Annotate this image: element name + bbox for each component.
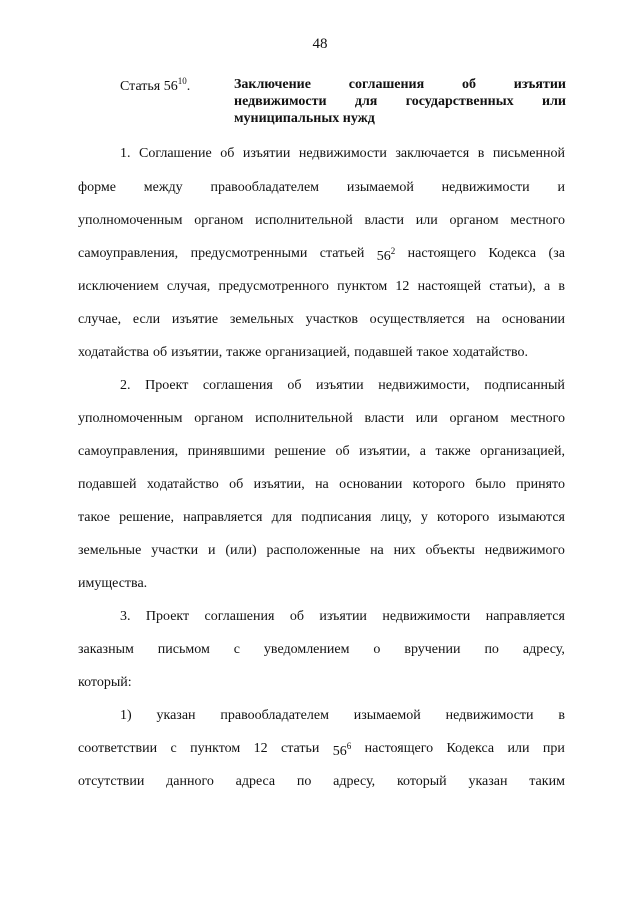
word: Соглашение bbox=[138, 146, 212, 161]
word: соответствии bbox=[78, 741, 158, 756]
word: адресу, bbox=[522, 642, 565, 657]
word: пунктом bbox=[337, 279, 388, 294]
word: с bbox=[170, 741, 177, 756]
word: местного bbox=[510, 411, 565, 426]
text-line bbox=[78, 411, 565, 427]
text-line bbox=[78, 213, 565, 229]
word: соглашения bbox=[202, 378, 273, 393]
word: ходатайство. bbox=[452, 345, 529, 360]
word: заказным bbox=[78, 642, 134, 657]
word: такое bbox=[78, 510, 110, 525]
word: исполнительной bbox=[255, 411, 353, 426]
word: направляется bbox=[485, 609, 565, 624]
word: изъятии, bbox=[253, 477, 305, 492]
word: предусмотренными bbox=[190, 246, 308, 261]
superscript: 2 bbox=[390, 246, 396, 256]
word: исполнительной bbox=[255, 213, 353, 228]
word: или bbox=[415, 213, 438, 228]
word: об bbox=[289, 609, 304, 624]
text-line bbox=[78, 477, 565, 493]
word: подписанный bbox=[484, 378, 565, 393]
word: вручении bbox=[404, 642, 461, 657]
word: недвижимости bbox=[445, 708, 534, 723]
word: недвижимости bbox=[441, 180, 530, 195]
word: ходатайства bbox=[78, 345, 150, 360]
word: 1) bbox=[120, 708, 132, 723]
word: Кодекса bbox=[446, 741, 495, 756]
word: который: bbox=[78, 675, 132, 690]
word: или bbox=[507, 741, 530, 756]
word: изъятие bbox=[171, 312, 219, 327]
word: осуществляется bbox=[369, 312, 465, 327]
word: лицу, bbox=[380, 510, 412, 525]
word: или bbox=[415, 411, 438, 426]
word: органом bbox=[194, 411, 244, 426]
word: об bbox=[287, 378, 302, 393]
word: которого bbox=[412, 477, 465, 492]
word: правообладателем bbox=[210, 180, 320, 195]
text-line bbox=[78, 576, 565, 592]
word: решение, bbox=[119, 510, 175, 525]
word: адресу, bbox=[333, 774, 376, 789]
word: об bbox=[335, 444, 350, 459]
word: данного bbox=[166, 774, 214, 789]
word: настоящего bbox=[407, 246, 477, 261]
page-number: 48 bbox=[312, 36, 328, 52]
text-line bbox=[78, 444, 565, 460]
text-line bbox=[120, 708, 565, 724]
text-line bbox=[78, 675, 565, 691]
word: 2. bbox=[120, 378, 131, 393]
article-label-suffix: . bbox=[186, 79, 191, 94]
word: самоуправления, bbox=[78, 444, 179, 459]
word: на bbox=[370, 543, 384, 558]
word: с bbox=[233, 642, 240, 657]
word: решение bbox=[274, 444, 326, 459]
word: форме bbox=[78, 180, 116, 195]
word: изъятии, bbox=[359, 444, 411, 459]
article-title bbox=[234, 76, 566, 127]
word: заключается bbox=[395, 146, 470, 161]
word: статьи bbox=[281, 741, 320, 756]
word: в bbox=[477, 146, 485, 161]
word: самоуправления, bbox=[78, 246, 179, 261]
word: соглашения bbox=[204, 609, 275, 624]
word: уполномоченным bbox=[78, 213, 183, 228]
word: расположенные bbox=[266, 543, 361, 558]
word: (за bbox=[548, 246, 565, 261]
article-label bbox=[120, 76, 190, 95]
word: адреса bbox=[235, 774, 276, 789]
word: изъятии bbox=[316, 378, 364, 393]
word: изымаемой bbox=[353, 708, 421, 723]
word: $56^2$ bbox=[376, 246, 396, 264]
word: об bbox=[220, 146, 235, 161]
word: организацией, bbox=[265, 345, 351, 360]
word: случае, bbox=[78, 312, 122, 327]
word: ходатайство bbox=[146, 477, 219, 492]
word: подавшей bbox=[354, 345, 413, 360]
word: основании bbox=[501, 312, 565, 327]
word: для bbox=[271, 510, 293, 525]
word: у bbox=[420, 510, 428, 525]
word: было bbox=[475, 477, 506, 492]
word: недвижимости, bbox=[378, 378, 470, 393]
word: направляется bbox=[183, 510, 263, 525]
word: $56^6$ bbox=[332, 741, 352, 759]
word: на bbox=[476, 312, 491, 327]
word: 3. bbox=[120, 609, 131, 624]
text-line bbox=[78, 543, 565, 559]
text-line bbox=[78, 642, 565, 658]
word: власти bbox=[364, 411, 404, 426]
article-label-superscript: 10 bbox=[177, 76, 187, 86]
word: об bbox=[153, 345, 168, 360]
word: органом bbox=[449, 213, 499, 228]
word: Кодекса bbox=[488, 246, 537, 261]
word: уведомлением bbox=[263, 642, 350, 657]
word: организацией, bbox=[480, 444, 565, 459]
article-title-line: Заключение соглашения об изъятии bbox=[234, 77, 566, 92]
word: также bbox=[226, 345, 262, 360]
text-line bbox=[78, 246, 565, 265]
text-line bbox=[120, 378, 565, 394]
word: если bbox=[132, 312, 161, 327]
text-line bbox=[120, 609, 565, 625]
word: Проект bbox=[145, 609, 190, 624]
word: в bbox=[558, 708, 565, 723]
word: подписания bbox=[301, 510, 372, 525]
word: об bbox=[229, 477, 244, 492]
word: указан bbox=[468, 774, 508, 789]
word: между bbox=[143, 180, 183, 195]
word: письменной bbox=[492, 146, 565, 161]
text-line bbox=[78, 345, 565, 361]
word: изъятии, bbox=[171, 345, 223, 360]
word: настоящей bbox=[417, 279, 482, 294]
word: принявшими bbox=[187, 444, 265, 459]
text-line bbox=[78, 774, 565, 790]
text-line bbox=[78, 510, 565, 526]
word: также bbox=[435, 444, 471, 459]
word: органом bbox=[449, 411, 499, 426]
word: изымаемой bbox=[346, 180, 414, 195]
word: указан bbox=[156, 708, 196, 723]
article-title-line: муниципальных нужд bbox=[234, 111, 375, 126]
word: изъятии bbox=[242, 146, 291, 161]
word: а bbox=[543, 279, 551, 294]
word: которого bbox=[436, 510, 490, 525]
word: принято bbox=[516, 477, 565, 492]
word: отсутствии bbox=[78, 774, 145, 789]
word: настоящего bbox=[364, 741, 434, 756]
word: и bbox=[557, 180, 565, 195]
text-line bbox=[78, 279, 565, 295]
word: о bbox=[373, 642, 381, 657]
word: 12 bbox=[395, 279, 410, 294]
text-line bbox=[78, 741, 565, 760]
word: недвижимого bbox=[484, 543, 565, 558]
word: участки bbox=[151, 543, 199, 558]
article-label-text: Статья 56 bbox=[120, 79, 178, 94]
word: имущества. bbox=[78, 576, 148, 591]
word: Проект bbox=[145, 378, 189, 393]
word: а bbox=[419, 444, 426, 459]
word: письмом bbox=[157, 642, 210, 657]
word: изымаются bbox=[498, 510, 565, 525]
word: в bbox=[558, 279, 565, 294]
word: 1. bbox=[120, 146, 131, 161]
word: местного bbox=[510, 213, 565, 228]
word: правообладателем bbox=[220, 708, 329, 723]
word: статьей bbox=[319, 246, 365, 261]
word: и bbox=[207, 543, 216, 558]
word: пунктом bbox=[190, 741, 241, 756]
text-line bbox=[78, 312, 565, 328]
word: (или) bbox=[225, 543, 257, 558]
word: основании bbox=[339, 477, 403, 492]
word: при bbox=[542, 741, 565, 756]
word: такое bbox=[416, 345, 449, 360]
word: объекты bbox=[425, 543, 475, 558]
word: земельные bbox=[78, 543, 142, 558]
word: по bbox=[296, 774, 312, 789]
text-line bbox=[120, 146, 565, 162]
word: который bbox=[396, 774, 447, 789]
word: власти bbox=[364, 213, 404, 228]
word: органом bbox=[194, 213, 244, 228]
word: земельных bbox=[229, 312, 294, 327]
word: случая, bbox=[166, 279, 211, 294]
article-title-line: недвижимости для государственных или bbox=[234, 94, 566, 109]
text-line bbox=[78, 180, 565, 196]
word: них bbox=[393, 543, 416, 558]
word: таким bbox=[529, 774, 565, 789]
word: недвижимости bbox=[298, 146, 387, 161]
word: предусмотренного bbox=[218, 279, 329, 294]
superscript: 6 bbox=[346, 741, 352, 751]
word: на bbox=[315, 477, 329, 492]
word: изъятии bbox=[319, 609, 367, 624]
word: статьи), bbox=[489, 279, 536, 294]
word: подавшей bbox=[78, 477, 137, 492]
word: исключением bbox=[78, 279, 159, 294]
word: недвижимости bbox=[382, 609, 471, 624]
word: 12 bbox=[253, 741, 268, 756]
word: уполномоченным bbox=[78, 411, 183, 426]
word: участков bbox=[305, 312, 358, 327]
word: по bbox=[484, 642, 499, 657]
